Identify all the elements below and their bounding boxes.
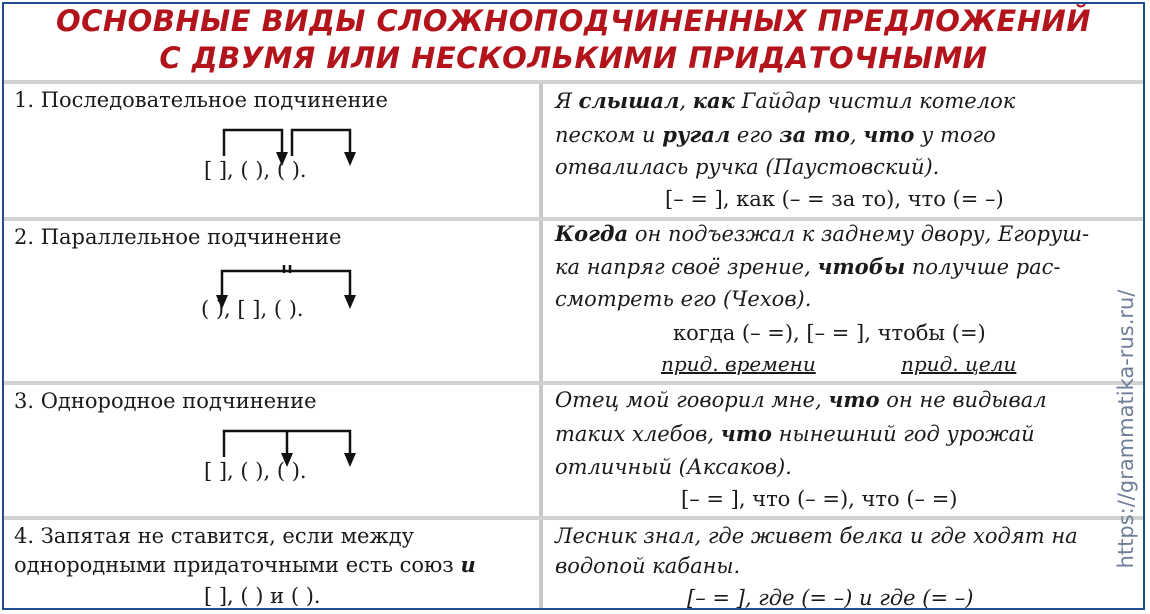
- table-row-no-comma: [4, 520, 1143, 610]
- watermark-text: https://grammatika-rus.ru/: [1114, 289, 1138, 569]
- sentence-schema: [ ], ( ), ( ).: [204, 158, 307, 182]
- example-line: ка напряг своё зрение, чтобы получше рас-: [555, 254, 1061, 279]
- rule-cell: [4, 221, 539, 381]
- example-line: таких хлебов, что нынешний год урожай: [555, 421, 1035, 446]
- example-cell: [543, 84, 1143, 217]
- page-frame: [2, 2, 1145, 610]
- example-formula: [– = ], где (= –) и где (= –): [687, 586, 974, 610]
- example-line: водопой кабаны.: [555, 554, 741, 578]
- title-line-1: ОСНОВНЫЕ ВИДЫ СЛОЖНОПОДЧИНЕННЫХ ПРЕДЛОЖЕНИЙ: [55, 4, 1092, 38]
- example-formula: [– = ], как (– = за то), что (= –): [665, 187, 1004, 211]
- example-line: Когда он подъезжал к заднему двору, Егоруш-: [555, 221, 1090, 246]
- example-line: отвалилась ручка (Паустовский).: [555, 155, 940, 179]
- example-line: Отец мой говорил мне, что он не видывал: [555, 387, 1047, 412]
- title-block: [4, 4, 1143, 80]
- rule-cell: [4, 385, 539, 516]
- rule-heading: 4. Запятая не ставится, если между: [14, 524, 414, 548]
- rule-cell: [4, 84, 539, 217]
- example-line: Лесник знал, где живет белка и где ходят на: [555, 524, 1078, 548]
- sentence-schema: [ ], ( ), ( ).: [204, 459, 307, 483]
- example-cell: [543, 221, 1143, 381]
- rule-heading: 1. Последовательное подчинение: [14, 88, 388, 112]
- example-cell: [543, 520, 1143, 610]
- table-row-parallel: [4, 221, 1143, 381]
- sentence-schema: ( ), [ ], ( ).: [201, 297, 304, 321]
- clause-note: прид. цели: [901, 352, 1017, 376]
- watermark: [1111, 244, 1141, 610]
- rule-heading: 3. Однородное подчинение: [14, 389, 317, 413]
- rule-heading-continued: однородными придаточными есть союз и: [14, 552, 476, 577]
- sentence-schema: [ ], ( ) и ( ).: [204, 584, 321, 608]
- example-formula: когда (– =), [– = ], чтобы (=): [673, 321, 986, 345]
- example-line: смотреть его (Чехов).: [555, 287, 812, 311]
- table-row-sequential: [4, 84, 1143, 217]
- example-line: песком и ругал его за то, что у того: [555, 122, 996, 147]
- rules-table: [4, 80, 1143, 610]
- example-formula: [– = ], что (– =), что (– =): [681, 487, 958, 511]
- example-line: отличный (Аксаков).: [555, 455, 792, 479]
- clause-note: прид. времени: [661, 352, 816, 376]
- rule-cell: [4, 520, 539, 610]
- example-cell: [543, 385, 1143, 516]
- table-row-homogeneous: [4, 385, 1143, 516]
- rule-heading: 2. Параллельное подчинение: [14, 225, 342, 249]
- example-line: Я слышал, как Гайдар чистил котелок: [555, 88, 1016, 113]
- title-line-2: С ДВУМЯ ИЛИ НЕСКОЛЬКИМИ ПРИДАТОЧНЫМИ: [159, 41, 988, 75]
